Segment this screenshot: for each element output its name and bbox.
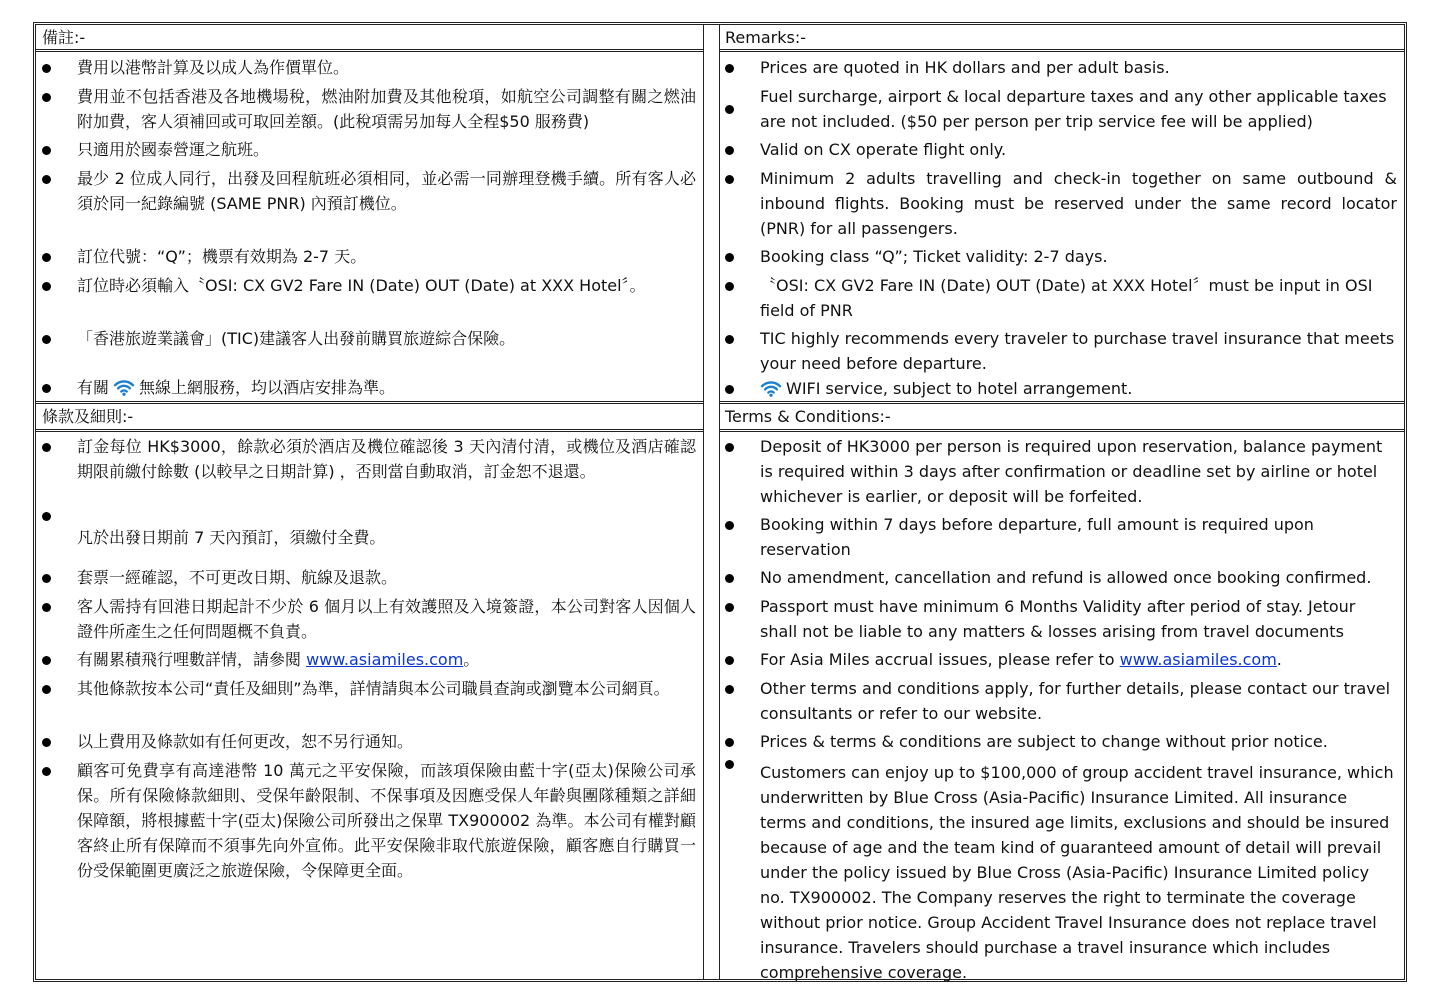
terms-zh-header: 條款及細則:-	[36, 401, 704, 432]
wifi-icon	[760, 379, 782, 397]
asiamiles-link[interactable]: www.asiamiles.com	[1119, 650, 1277, 669]
asiamiles-link[interactable]: www.asiamiles.com	[306, 650, 464, 669]
terms-zh-list: 訂金每位 HK$3000，餘款必須於酒店及機位確認後 3 天內清付清，或機位及酒店確認期限前繳付餘數 (以較早之日期計算) ，否則當自動取消，訂金恕不退還。 凡於出發日期前 7 天內預訂，須繳付全費。 套票一經確認，不可更改日期、航線及退款。 客人需持有回港日期起計不少於 6 個月以上有效護照及入境簽證，本公司對客人因個人證件所產生之任何問題概不負責。 有關累積飛行哩數詳情，請參閱 www.asiamiles.com。 其他條款按本公司“責任及細則”為準，詳情請與本公司職員查詢或瀏覽本公司網頁。 以上費用及條款如有任何更改，恕不另行通知。 顧客可免費享有高達港幣 10 萬元之平安保險，而該項保險由藍十字(亞太)保險公司承保。所有保險條款細則、受保年齡限制、不保事項及因應受保人年齡與團隊種類之詳細保障額，將根據藍十字(亞太)保險公司所發出之保單 TX900002 為準。本公司有權對顧客終止所有保障而不須事先向外宣佈。此平安保險非取代旅遊保險，顧客應自行購買一份受保範圍更廣泛之旅遊保險，令保障更全面。	[36, 432, 704, 982]
wifi-icon	[113, 378, 135, 396]
terms-en-header: Terms & Conditions:-	[719, 401, 1405, 432]
remarks-en-list: Prices are quoted in HK dollars and per adult basis. Fuel surcharge, airport & local departure taxes and any other applicable taxes are not included. ($50 per person per trip service fee will be applied) Valid on CX operate flight only. Minimum 2 adults travelling and check-in together on same outbound & inbound flights. Booking must be reserved under the same record locator (PNR) for all passengers. Booking class “Q”; Ticket validity: 2-7 days. 〝OSI: CX GV2 Fare IN (Date) OUT (Date) at XXX Hotel〞must be input in OSI field of PNR TIC highly recommends every traveler to purchase travel insurance that meets your need before departure. WIFI service, subject to hotel arrangement.	[719, 52, 1405, 402]
terms-en-list: Deposit of HK3000 per person is required upon reservation, balance payment is required within 3 days after confirmation or deadline set by airline or hotel whichever is earlier, or deposit will be forfeited. Booking within 7 days before departure, full amount is required upon reservation No amendment, cancellation and refund is allowed once booking confirmed. Passport must have minimum 6 Months Validity after period of stay. Jetour shall not be liable to any matters & losses arising from travel documents For Asia Miles accrual issues, please refer to www.asiamiles.com. Other terms and conditions apply, for further details, please contact our travel consultants or refer to our website. Prices & terms & conditions are subject to change without prior notice. Customers can enjoy up to $100,000 of group accident travel insurance, which underwritten by Blue Cross (Asia-Pacific) Insurance Limited. All insurance terms and conditions, the insured age limits, exclusions and should be insured because of age and the team kind of guaranteed amount of detail will prevail under the policy issued by Blue Cross (Asia-Pacific) Insurance Limited policy no. TX900002. The Company reserves the right to terminate the coverage without prior notice. Group Accident Travel Insurance does not replace travel insurance. Travelers should purchase a travel insurance which includes comprehensive coverage.	[719, 432, 1405, 982]
remarks-zh-header: 備註:-	[36, 25, 704, 52]
column-separator	[703, 25, 720, 979]
remarks-zh-list: 費用以港幣計算及以成人為作價單位。 費用並不包括香港及各地機場稅，燃油附加費及其他稅項，如航空公司調整有關之燃油附加費，客人須補回或可取回差額。(此稅項需另加每人全程$50 服務費) 只適用於國泰營運之航班。 最少 2 位成人同行，出發及回程航班必須相同，並必需一同辦理登機手續。所有客人必須於同一紀錄編號 (SAME PNR) 內預訂機位。 訂位代號：“Q”；機票有效期為 2-7 天。 訂位時必須輸入〝OSI: CX GV2 Fare IN (Date) OUT (Date) at XXX Hotel〞。 「香港旅遊業議會」(TIC)建議客人出發前購買旅遊綜合保險。 有關 無線上網服務，均以酒店安排為準。	[36, 52, 704, 402]
remarks-en-header: Remarks:-	[719, 25, 1405, 52]
document-table	[33, 22, 1407, 982]
